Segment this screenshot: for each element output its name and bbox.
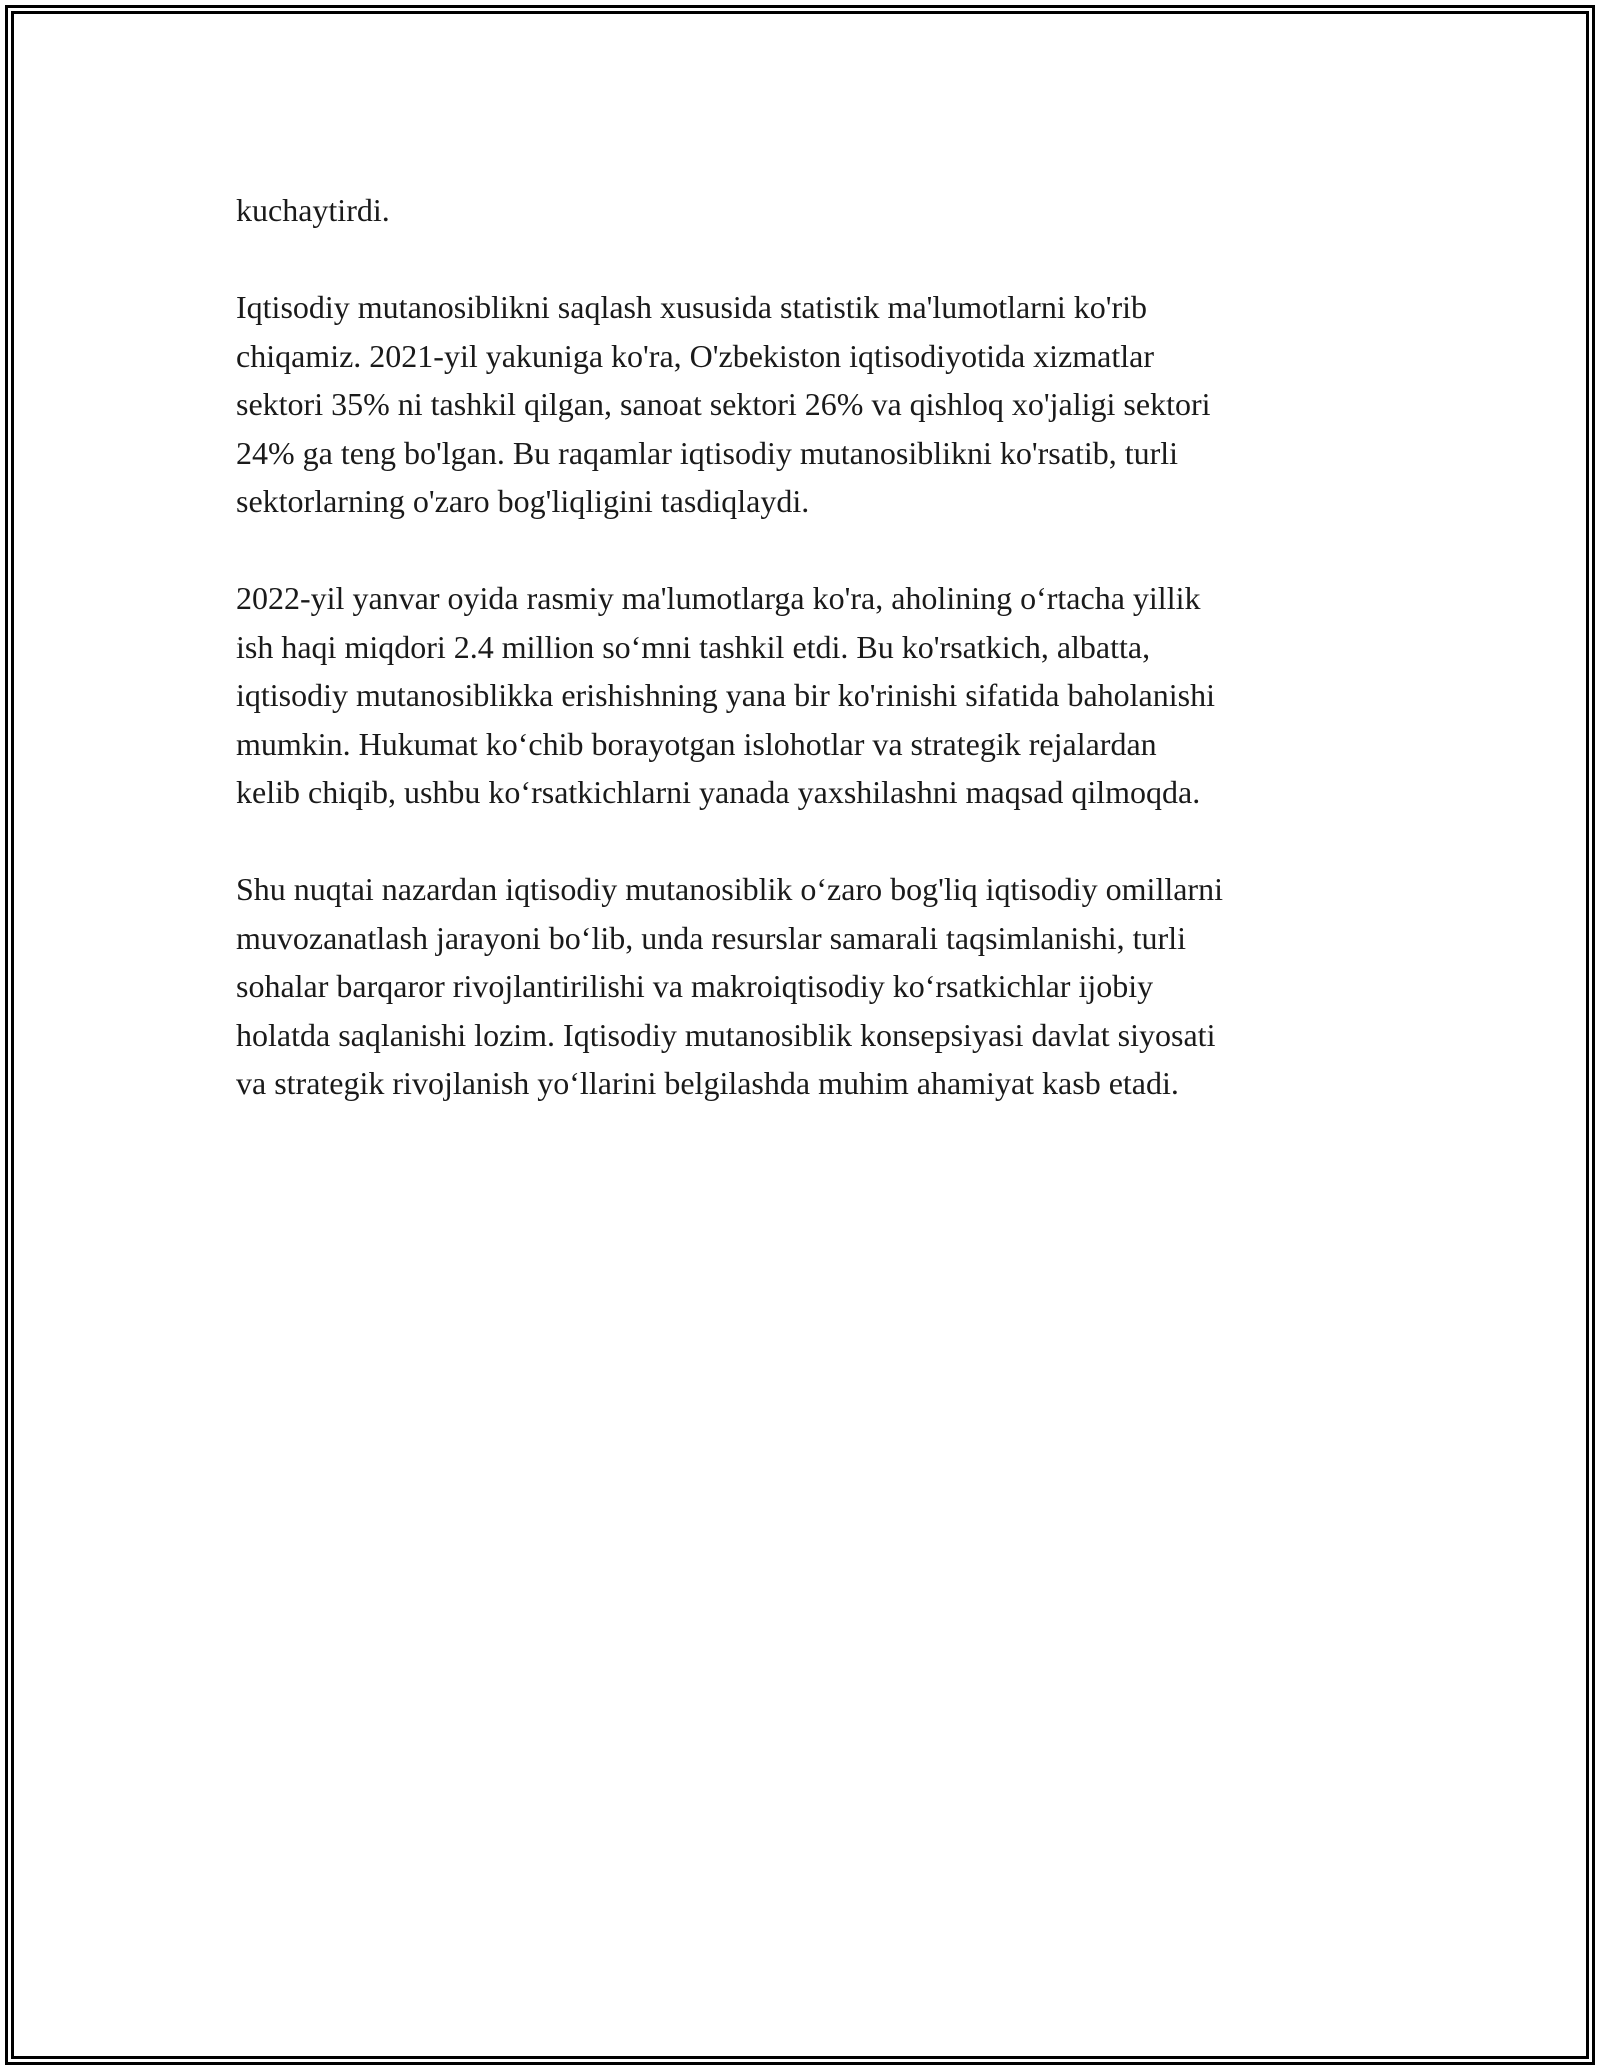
paragraph-sector-statistics: Iqtisodiy mutanosiblikni saqlash xususida statistik ma'lumotlarni ko'rib chiqamiz. 2021-yil yakuniga ko'ra, O'zbekiston iqtisodiyotida xizmatlar sektori 35% ni tashkil qilgan, sanoat sektori 26% va qishloq xo'jaligi sektori 24% ga teng bo'lgan. Bu raqamlar iqtisodiy mutanosiblikni ko'rsatib, turli sektorlarning o'zaro bog'liqligini tasdiqlaydi. [236, 289, 1211, 519]
paragraph-wage-statistics: 2022-yil yanvar oyida rasmiy ma'lumotlarga ko'ra, aholining o‘rtacha yillik ish haqi miqdori 2.4 million so‘mni tashkil etdi. Bu ko'rsatkich, albatta, iqtisodiy mutanosiblikka erishishning yana bir ko'rinishi sifatida baholanishi mumkin. Hukumat ko‘chib borayotgan islohotlar va strategik rejalardan kelib chiqib, ushbu ko‘rsatkichlarni yanada yaxshilashni maqsad qilmoqda. [236, 580, 1215, 810]
paragraph-conclusion: Shu nuqtai nazardan iqtisodiy mutanosiblik o‘zaro bog'liq iqtisodiy omillarni muvozanatlash jarayoni bo‘lib, unda resurslar samarali taqsimlanishi, turli sohalar barqaror rivojlantirilishi va makroiqtisodiy ko‘rsatkichlar ijobiy holatda saqlanishi lozim. Iqtisodiy mutanosiblik konsepsiyasi davlat siyosati va strategik rivojlanish yo‘llarini belgilashda muhim ahamiyat kasb etadi. [236, 871, 1223, 1101]
paragraph-continuation: kuchaytirdi. [236, 192, 390, 228]
document-body [236, 186, 1386, 1156]
